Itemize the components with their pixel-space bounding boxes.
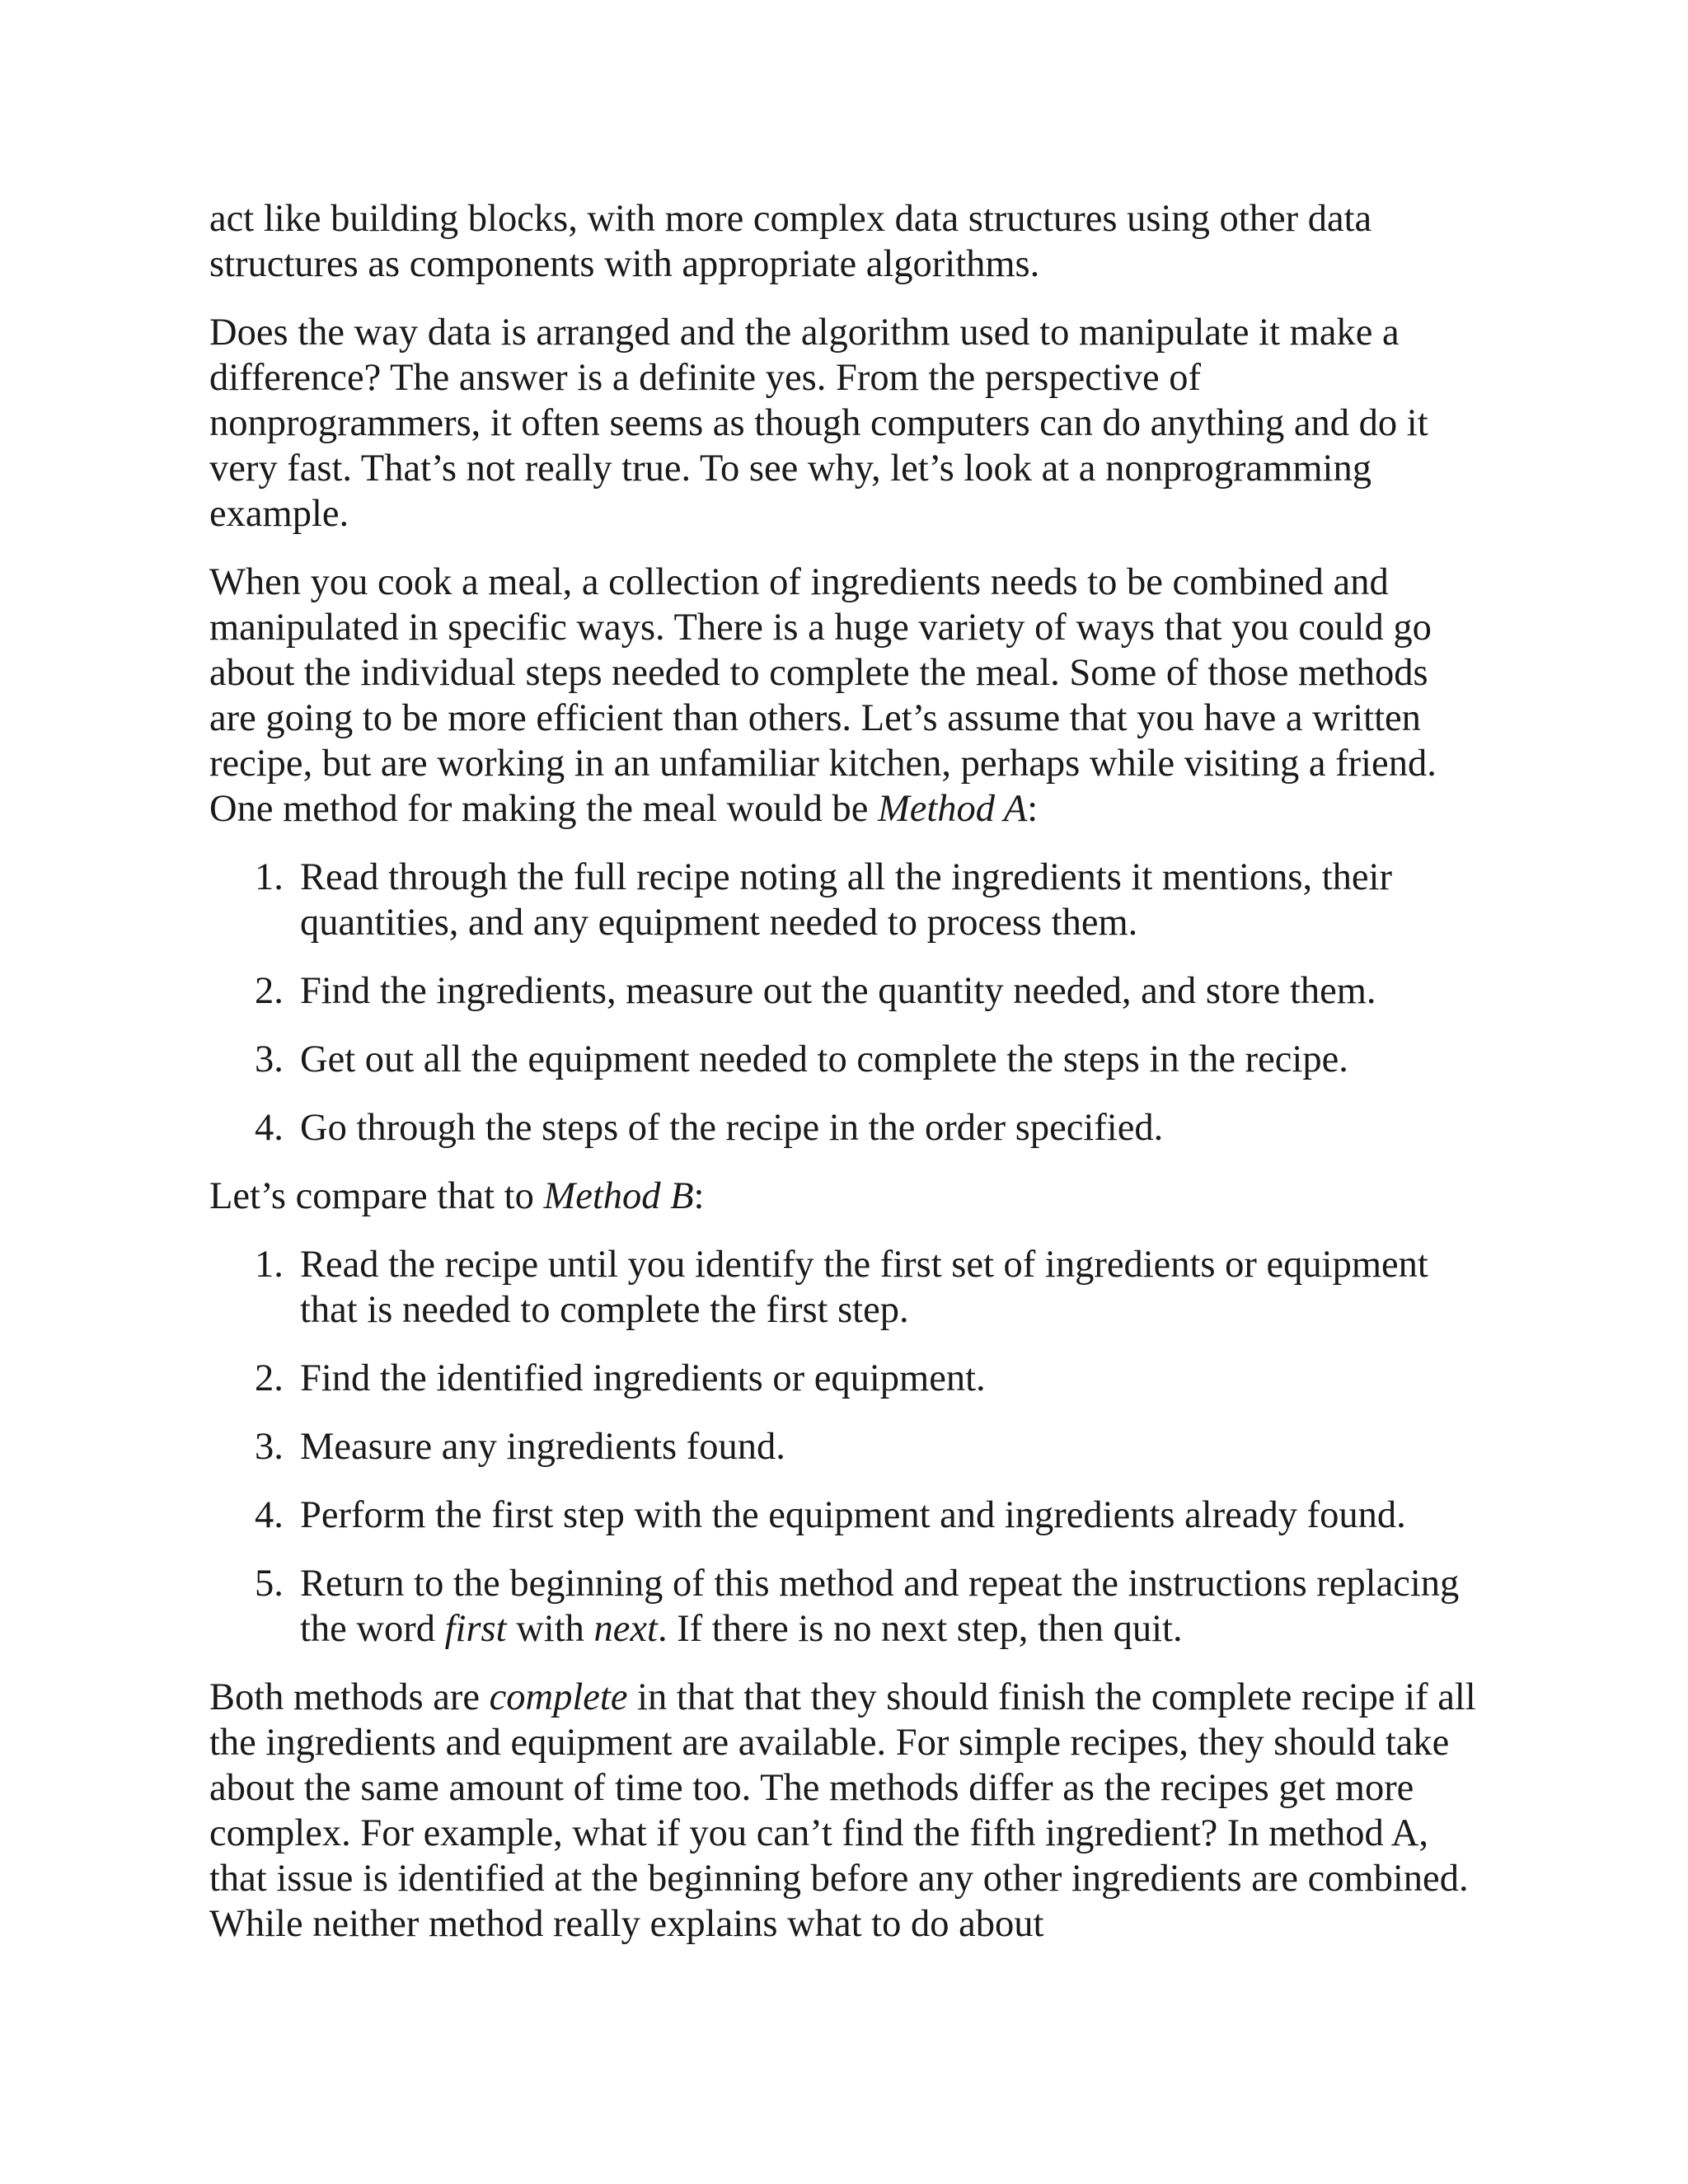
method-b-label: Method B <box>543 1175 694 1217</box>
list-item <box>209 1424 1479 1469</box>
emphasis-first: first <box>444 1608 507 1650</box>
document-page <box>209 196 1479 1970</box>
list-item-number: 4. <box>255 1107 284 1149</box>
list-item-text: Go through the steps of the recipe in the order specified. <box>300 1107 1164 1149</box>
list-item-number: 3. <box>255 1038 284 1080</box>
list-item <box>209 1561 1479 1652</box>
list-item-text-post: . If there is no next step, then quit. <box>657 1608 1183 1650</box>
list-item-number: 5. <box>255 1563 284 1605</box>
list-item-text: Read through the full recipe noting all the ingredients it mentions, their quantities, and any equipment needed to process them. <box>300 856 1392 944</box>
list-item-text-mid: with <box>506 1608 594 1650</box>
list-item <box>209 1105 1479 1151</box>
emphasis-complete: complete <box>489 1676 628 1718</box>
list-item <box>209 968 1479 1014</box>
list-item-text-pre: Return to the beginning of this method and repeat the instructions replacing the word <box>300 1563 1460 1650</box>
list-item-number: 3. <box>255 1426 284 1468</box>
list-item-text: Read the recipe until you identify the first set of ingredients or equipment that is needed to complete the first step. <box>300 1244 1428 1331</box>
list-item-text: Get out all the equipment needed to complete the steps in the recipe. <box>300 1038 1348 1080</box>
method-b-list <box>209 1242 1479 1652</box>
paragraph-compare-tail: : <box>693 1175 705 1217</box>
paragraph-question: Does the way data is arranged and the algorithm used to manipulate it make a difference? The answer is a definite yes. From the perspective of nonprogrammers, it often seems as though computers can do anything and do it very fast. That’s not really true. To see why, let’s look at a nonprogramming example. <box>209 312 1428 535</box>
list-item-text: Measure any ingredients found. <box>300 1426 785 1468</box>
list-item-number: 4. <box>255 1494 284 1536</box>
list-item-number: 2. <box>255 970 284 1012</box>
paragraph-conclusion <box>209 1675 1479 1947</box>
list-item <box>209 1356 1479 1401</box>
paragraph-compare-text: Let’s compare that to <box>209 1175 544 1217</box>
method-a-list <box>209 855 1479 1151</box>
list-item <box>209 1242 1479 1333</box>
paragraph-cooking-text: When you cook a meal, a collection of ingredients needs to be combined and manipulated in specific ways. There is a huge variety of ways that you could go about the individual steps needed to complete the meal. Some of those methods are going to be more efficient than others. Let’s assume that you have a written recipe, but are working in an unfamiliar kitchen, perhaps while visiting a friend. One method for making the meal would be <box>209 561 1437 830</box>
list-item-text: Perform the first step with the equipment and ingredients already found. <box>300 1494 1406 1536</box>
paragraph-conclusion-post: in that that they should finish the complete recipe if all the ingredients and equipment are available. For simple recipes, they should take about the same amount of time too. The methods differ as the recipes get more complex. For example, what if you can’t find the fifth ingredient? In method A, that issue is identified at the beginning before any other ingredients are combined. While neither method really explains what to do about <box>209 1676 1476 1945</box>
emphasis-next: next <box>593 1608 658 1650</box>
list-item-text: Find the identified ingredients or equipment. <box>300 1357 986 1399</box>
list-item-text: Find the ingredients, measure out the quantity needed, and store them. <box>300 970 1376 1012</box>
paragraph-compare <box>209 1174 1479 1219</box>
list-item-text <box>300 1563 1459 1650</box>
list-item-number: 2. <box>255 1357 284 1399</box>
method-a-label: Method A <box>877 788 1028 830</box>
paragraph-cooking <box>209 560 1479 832</box>
list-item-number: 1. <box>255 1244 284 1286</box>
list-item-number: 1. <box>255 856 284 898</box>
list-item <box>209 1493 1479 1538</box>
paragraph-intro: act like building blocks, with more complex data structures using other data structures as components with appropriate algorithms. <box>209 198 1372 285</box>
list-item <box>209 1037 1479 1082</box>
paragraph-cooking-tail: : <box>1027 788 1039 830</box>
list-item <box>209 855 1479 945</box>
paragraph-conclusion-pre: Both methods are <box>209 1676 490 1718</box>
